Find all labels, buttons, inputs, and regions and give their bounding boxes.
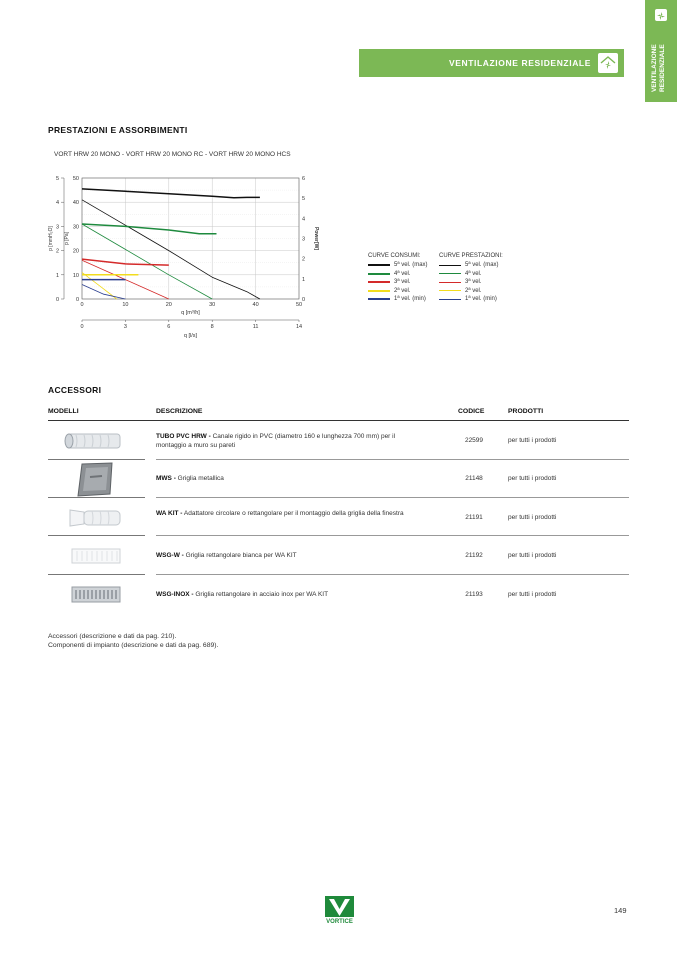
legend-consumption-title: CURVE CONSUMI: bbox=[368, 253, 421, 259]
y-tick-power: 0 bbox=[302, 297, 306, 303]
consumption-curve bbox=[82, 224, 217, 234]
consumption-legend-swatch bbox=[368, 281, 390, 283]
consumption-legend-item bbox=[368, 287, 428, 296]
svg-text:VORTICE: VORTICE bbox=[326, 919, 353, 924]
consumption-legend-label: 1ª vel. (min) bbox=[394, 296, 426, 303]
row-code: 22599 bbox=[464, 437, 484, 444]
ventilation-icon bbox=[655, 9, 667, 21]
table-row bbox=[48, 422, 629, 460]
performance-legend-swatch bbox=[439, 299, 461, 300]
y-tick-mmh2o: 2 bbox=[55, 248, 59, 255]
performance-legend-item bbox=[439, 278, 503, 287]
performance-curve bbox=[82, 272, 117, 299]
performance-legend-item bbox=[439, 270, 503, 279]
section-banner bbox=[359, 49, 624, 77]
performance-legend-swatch bbox=[439, 273, 461, 274]
y-tick-pa: 10 bbox=[72, 272, 79, 279]
models-subtitle: VORT HRW 20 MONO - VORT HRW 20 MONO RC - VORT HRW 20 MONO HCS bbox=[54, 151, 291, 158]
x-axis-label: q [m³/h] bbox=[181, 310, 200, 316]
row-description: MWS - Griglia metallica bbox=[156, 475, 224, 482]
banner-title: VENTILAZIONE RESIDENZIALE bbox=[448, 58, 591, 68]
legend-performance-title: CURVE PRESTAZIONI: bbox=[439, 253, 503, 259]
row-products: per tutti i prodotti bbox=[508, 437, 557, 444]
legend-consumption bbox=[368, 253, 428, 304]
row-description: WSG-W - Griglia rettangolare bianca per WA KIT bbox=[156, 552, 297, 559]
x2-tick: 6 bbox=[167, 324, 171, 330]
performance-legend-label: 1ª vel. (min) bbox=[465, 296, 497, 303]
y-tick-mmh2o: 0 bbox=[55, 297, 59, 303]
performance-legend-label: 5ª vel. (max) bbox=[465, 262, 499, 269]
performance-curve bbox=[82, 285, 125, 300]
row-code: 21193 bbox=[465, 591, 483, 598]
x-tick-flow: 30 bbox=[209, 302, 216, 308]
consumption-legend-label: 3ª vel. bbox=[394, 279, 411, 286]
y-tick-pa: 0 bbox=[75, 297, 79, 303]
y-tick-mmh2o: 5 bbox=[55, 176, 59, 182]
x2-tick: 14 bbox=[295, 324, 303, 330]
x-tick-flow: 10 bbox=[122, 302, 129, 308]
consumption-legend-label: 5ª vel. (max) bbox=[394, 262, 428, 269]
vortice-logo bbox=[325, 896, 354, 924]
performance-legend-swatch bbox=[439, 282, 461, 283]
y-tick-power: 5 bbox=[302, 196, 306, 203]
x2-tick: 0 bbox=[80, 324, 84, 330]
table-header-divider bbox=[48, 420, 629, 421]
x-tick-flow: 0 bbox=[80, 302, 84, 308]
y-tick-mmh2o: 3 bbox=[55, 224, 59, 231]
consumption-legend-item bbox=[368, 261, 428, 270]
consumption-legend-swatch bbox=[368, 273, 390, 275]
y-tick-pa: 40 bbox=[72, 200, 79, 207]
col-header-codice: CODICE bbox=[458, 408, 485, 415]
y-tick-mmh2o: 1 bbox=[55, 272, 59, 279]
row-description: WSG-INOX - Griglia rettangolare in acciaio inox per WA KIT bbox=[156, 591, 329, 598]
performance-legend-swatch bbox=[439, 290, 461, 291]
consumption-legend-item bbox=[368, 295, 428, 304]
row-products: per tutti i prodotti bbox=[508, 475, 557, 482]
house-fan-icon bbox=[598, 53, 618, 73]
consumption-legend-swatch bbox=[368, 264, 390, 266]
row-description: TUBO PVC HRW - Canale rigido in PVC (diametro 160 e lunghezza 700 mm) per il montaggio a muro su pareti bbox=[156, 433, 396, 449]
col-header-prodotti: PRODOTTI bbox=[508, 408, 544, 415]
performance-chart bbox=[44, 170, 344, 340]
x-tick-flow: 40 bbox=[252, 302, 259, 308]
row-description: WA KIT - Adattatore circolare o rettangolare per il montaggio della griglia della finestra bbox=[156, 510, 404, 517]
x2-axis-label: q [l/s] bbox=[183, 333, 198, 339]
y-tick-power: 3 bbox=[302, 236, 306, 243]
table-row bbox=[48, 498, 629, 536]
row-products: per tutti i prodotti bbox=[508, 591, 557, 598]
table-row bbox=[48, 460, 629, 498]
consumption-legend-label: 2ª vel. bbox=[394, 287, 411, 294]
y-tick-power: 1 bbox=[302, 276, 306, 283]
side-tab-label: VENTILAZIONE RESIDENZIALE bbox=[651, 44, 666, 92]
row-products: per tutti i prodotti bbox=[508, 552, 557, 559]
section-title-performance: PRESTAZIONI E ASSORBIMENTI bbox=[48, 125, 188, 135]
table-row bbox=[48, 575, 629, 613]
side-section-tab bbox=[645, 0, 677, 102]
x-tick-flow: 20 bbox=[165, 302, 172, 308]
row-code: 21148 bbox=[465, 475, 483, 482]
consumption-legend-swatch bbox=[368, 298, 390, 300]
row-code: 21191 bbox=[465, 514, 483, 521]
y-tick-power: 6 bbox=[302, 176, 306, 182]
performance-legend-item bbox=[439, 295, 503, 304]
col-header-descrizione: DESCRIZIONE bbox=[156, 408, 203, 415]
inox-grille-image bbox=[62, 585, 124, 605]
legend-performance bbox=[439, 253, 503, 304]
footnote-components: Componenti di impianto (descrizione e dati da pag. 689). bbox=[48, 642, 219, 649]
y-tick-pa: 50 bbox=[72, 176, 79, 182]
performance-legend-label: 4ª vel. bbox=[465, 270, 482, 277]
col-header-modelli: MODELLI bbox=[48, 408, 79, 415]
performance-legend-label: 2ª vel. bbox=[465, 287, 482, 294]
consumption-legend-label: 4ª vel. bbox=[394, 270, 411, 277]
page-number: 149 bbox=[614, 906, 627, 915]
x-tick-flow: 50 bbox=[295, 302, 303, 308]
x2-tick: 11 bbox=[252, 324, 259, 330]
y-tick-power: 2 bbox=[302, 256, 306, 263]
section-title-accessories: ACCESSORI bbox=[48, 385, 102, 395]
performance-legend-item bbox=[439, 287, 503, 296]
y-tick-mmh2o: 4 bbox=[55, 200, 59, 207]
consumption-legend-item bbox=[368, 270, 428, 279]
row-code: 21192 bbox=[465, 552, 483, 559]
performance-chart-svg bbox=[44, 170, 344, 340]
duct-pipe-image bbox=[62, 430, 124, 452]
performance-legend-label: 3ª vel. bbox=[465, 279, 482, 286]
row-products: per tutti i prodotti bbox=[508, 514, 557, 521]
performance-legend-item bbox=[439, 261, 503, 270]
y-tick-pa: 30 bbox=[72, 224, 79, 231]
y-axis-label-mmh2o: p [mmH₂O] bbox=[48, 226, 54, 251]
table-row bbox=[48, 537, 629, 575]
x2-tick: 3 bbox=[123, 324, 127, 330]
x2-tick: 8 bbox=[210, 324, 214, 330]
y-axis-label-pa: p [Pa] bbox=[64, 231, 70, 246]
performance-curve bbox=[82, 200, 260, 299]
performance-legend-swatch bbox=[439, 265, 461, 266]
consumption-legend-item bbox=[368, 278, 428, 287]
y-axis-label-power: Power[W] bbox=[313, 226, 319, 251]
y-tick-pa: 20 bbox=[72, 248, 79, 255]
adapter-kit-image bbox=[62, 506, 124, 530]
y-tick-power: 4 bbox=[302, 216, 306, 223]
footnote-accessories: Accessori (descrizione e dati da pag. 210). bbox=[48, 633, 177, 640]
metal-grille-image bbox=[62, 461, 124, 497]
consumption-legend-swatch bbox=[368, 290, 390, 292]
white-grille-image bbox=[62, 547, 124, 565]
